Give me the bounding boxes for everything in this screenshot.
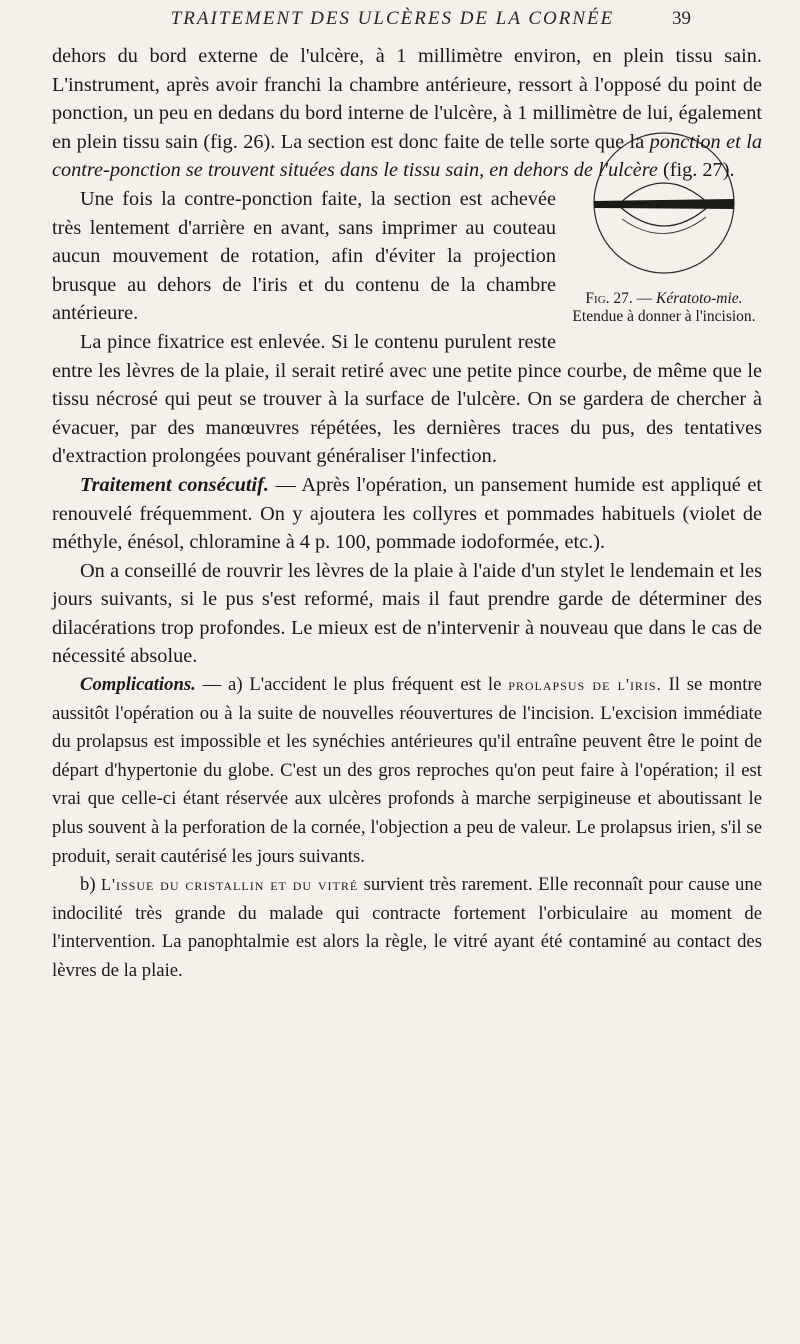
figure-caption-text: Etendue à donner à l'incision. <box>572 307 756 325</box>
section-heading-complications: Complications. <box>80 674 196 696</box>
paragraph-7-marker: b) <box>80 874 96 896</box>
paragraph-1-text: dehors du bord externe de l'ulcère, à 1 millimètre environ, en plein tissu sain. L'instrument, après avoir franchi la chambre antérieure, ressort à l'opposé du point de ponction, un peu en dedans du bord interne de l'ulcère, à 1 millimètre de lui, également en plein tissu sain (fig. 26). La section est donc faite de telle sorte que la <box>52 45 762 153</box>
paragraph-1-italic: ponction et la contre-ponction se trouvent situées dans le tissu sain, en dehors de l'ulcère <box>52 130 762 182</box>
ulcer-edge <box>622 217 706 234</box>
paragraph-3: La pince fixatrice est enlevée. Si le contenu purulent reste entre les lèvres de la plaie, il serait retiré avec une petite pince courbe, de même que le tissu nécrosé qui peut se trouver à la surface de l'ulcère. On se gardera de chercher à évacuer, par des manœuvres répétées, les dernières traces du pus, des tentatives d'extraction prolongées pouvant généraliser l'infection. <box>52 330 762 468</box>
knife-blade <box>594 199 734 209</box>
paragraph-4 <box>52 471 762 557</box>
running-head: TRAITEMENT DES ULCÈRES DE LA CORNÉE <box>170 8 615 29</box>
body-text <box>52 42 762 986</box>
figure-label: Fig. 27. — <box>585 289 653 307</box>
paragraph-5: On a conseillé de rouvrir les lèvres de la plaie à l'aide d'un stylet le lendemain et les jours suivants, si le pus s'est reformé, mais il faut prendre garde de déterminer des dilacérations trop profondes. Le mieux est de n'intervenir à nouveau que dans le cas de nécessité absolue. <box>52 559 762 668</box>
paragraph-6-intro: — a) L'accident le plus fréquent est le <box>202 674 502 696</box>
figure-title: Kératoto-mie. <box>656 289 743 307</box>
paragraph-1 <box>52 42 762 185</box>
paragraph-4-text: — Après l'opération, un pansement humide est appliqué et renouvelé fréquemment. On y ajoutera les collyres et pommades habituels (violet de méthyle, énésol, chloramine à 4 p. 100, pommade iodoformée, etc.). <box>52 473 762 554</box>
paragraph-2: Une fois la contre-ponction faite, la section est achevée très lentement d'arrière en avant, sans imprimer au couteau aucun mouvement de rotation, afin d'éviter la projection brusque au dehors de l'iris et du contenu de la chambre antérieure. <box>52 187 556 325</box>
section-heading-treatment: Traitement consécutif. <box>80 473 269 496</box>
page-number: 39 <box>672 8 691 29</box>
paragraph-6-text: Il se montre aussitôt l'opération ou à la suite de nouvelles réouvertures de l'incision. L'excision immédiate du prolapsus est impossible et les synéchies antérieures qu'il entraîne peuvent être le point de départ d'hypertonie du globe. C'est un des gros reproches qu'on peut faire à l'opération; il est vrai que celle-ci étant réservée aux ulcères profonds à marche serpigineuse et aboutissant le plus souvent à la perforation de la cornée, l'objection a peu de valeur. Le prolapsus irien, s'il se produit, serait cautérisé les jours suivants. <box>52 674 762 867</box>
paragraph-6-smallcaps: prolapsus de l'iris. <box>508 675 662 695</box>
paragraph-7-text: survient très rarement. Elle reconnaît pour cause une indocilité très grande du malade qui contracte fortement l'orbiculaire au moment de l'intervention. La panophtalmie est alors la règle, le vitré ayant été contaminé au contact des lèvres de la plaie. <box>52 874 763 981</box>
paragraph-6 <box>52 671 762 871</box>
figure-caption <box>566 290 762 326</box>
paragraph-1-end: (fig. 27). <box>662 159 735 182</box>
paragraph-7-smallcaps: L'issue du cristallin et du vitré <box>100 875 359 895</box>
paragraph-7 <box>52 871 762 985</box>
